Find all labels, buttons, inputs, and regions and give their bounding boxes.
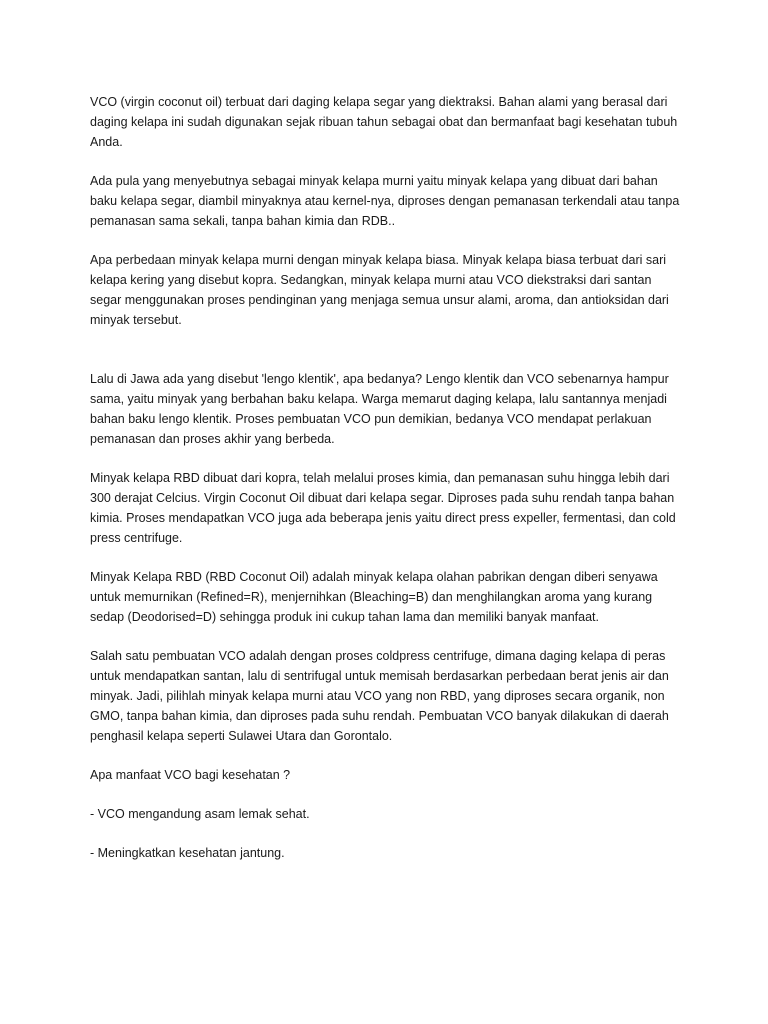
list-item-jantung: - Meningkatkan kesehatan jantung. [90, 846, 285, 860]
list-item-asam-lemak: - VCO mengandung asam lemak sehat. [90, 807, 310, 821]
paragraph-rbd-definisi: Minyak Kelapa RBD (RBD Coconut Oil) adalah minyak kelapa olahan pabrikan dengan diberi senyawa untuk memurnikan (Refined=R), menjernihkan (Bleaching=B) dan menghilangkan aroma yang kurang sedap (Deodorised=D) sehingga produk ini cukup tahan lama dan memiliki banyak manfaat. [90, 570, 658, 624]
paragraph-perbedaan: Apa perbedaan minyak kelapa murni dengan minyak kelapa biasa. Minyak kelapa biasa terbuat dari sari kelapa kering yang disebut kopra. Sedangkan, minyak kelapa murni atau VCO diekstraksi dari santan segar menggunakan proses pendinginan yang menjaga semua unsur alami, aroma, dan antioksidan dari minyak tersebut. [90, 253, 669, 327]
paragraph-minyak-kelapa-murni: Ada pula yang menyebutnya sebagai minyak kelapa murni yaitu minyak kelapa yang dibuat dari bahan baku kelapa segar, diambil minyaknya atau kernel-nya, diproses dengan pemanasan terkendali atau tanpa pemanasan sama sekali, tanpa bahan kimia dan RDB.. [90, 174, 680, 228]
paragraph-vco-intro: VCO (virgin coconut oil) terbuat dari daging kelapa segar yang diektraksi. Bahan alami yang berasal dari daging kelapa ini sudah digunakan sejak ribuan tahun sebagai obat dan bermanfaat bagi kesehatan tubuh Anda. [90, 95, 678, 149]
paragraph-coldpress: Salah satu pembuatan VCO adalah dengan proses coldpress centrifuge, dimana daging kelapa di peras untuk mendapatkan santan, lalu di sentrifugal untuk memisah berdasarkan perbedaan berat jenis air dan minyak. Jadi, pilihlah minyak kelapa murni atau VCO yang non RBD, yang diproses secara organik, non GMO, tanpa bahan kimia, dan diproses pada suhu rendah. Pembuatan VCO banyak dilakukan di daerah penghasil kelapa seperti Sulawei Utara dan Gorontalo. [90, 649, 669, 743]
paragraph-rbd-kopra: Minyak kelapa RBD dibuat dari kopra, telah melalui proses kimia, dan pemanasan suhu hingga lebih dari 300 derajat Celcius. Virgin Coconut Oil dibuat dari kelapa segar. Diproses pada suhu rendah tanpa bahan kimia. Proses mendapatkan VCO juga ada beberapa jenis yaitu direct press expeller, fermentasi, dan cold press centrifuge. [90, 471, 676, 545]
document-body [90, 92, 680, 882]
paragraph-lengo-klentik: Lalu di Jawa ada yang disebut 'lengo klentik', apa bedanya? Lengo klentik dan VCO sebenarnya hampur sama, yaitu minyak yang berbahan baku kelapa. Warga memarut daging kelapa, lalu santannya menjadi bahan baku lengo klentik. Proses pembuatan VCO pun demikian, bedanya VCO mendapat perlakuan pemanasan dan proses akhir yang berbeda. [90, 372, 669, 446]
paragraph-manfaat-heading: Apa manfaat VCO bagi kesehatan ? [90, 768, 291, 782]
